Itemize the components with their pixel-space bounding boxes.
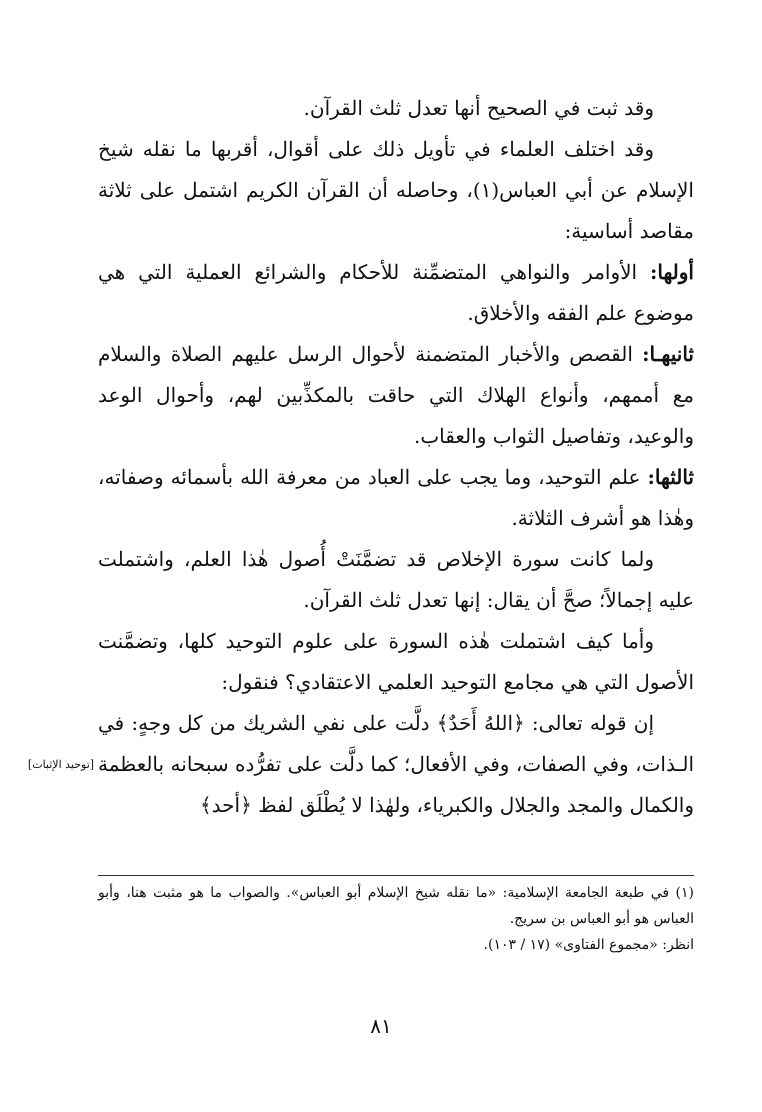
- paragraph-lead: ثالثها:: [647, 465, 694, 489]
- paragraph-text: إن قوله تعالى: ﴿اللهُ أَحَدٌ﴾ دلَّت على نفي الشريك من كل وجهٍ: في الـذات، وفي الصفات، وفي الأفعال؛ كما دلَّت على تفرُّده سبحانه بالعظمة والكمال والمجد والجلال والكبرياء، ولهٰذا لا يُطْلَق لفظ ﴿أحد﴾: [98, 711, 694, 817]
- paragraph-lead: ثانيهـا:: [642, 342, 694, 366]
- footnote-divider: [98, 875, 694, 876]
- paragraph-6: [98, 539, 694, 621]
- paragraph-7: [98, 621, 694, 703]
- paragraph-text: وقد ثبت في الصحيح أنها تعدل ثلث القرآن.: [303, 96, 654, 120]
- paragraph-lead: أولها:: [649, 260, 694, 284]
- paragraph-5: [98, 457, 694, 539]
- paragraph-text: القصص والأخبار المتضمنة لأحوال الرسل عليهم الصلاة والسلام مع أممهم، وأنواع الهلاك التي حاقت بالمكذِّبين لهم، وأحوال الوعد والوعيد، وتفاصيل الثواب والعقاب.: [98, 342, 694, 448]
- footnotes: [98, 880, 694, 958]
- footnote-2: انظر: «مجموع الفتاوى» (١٧ / ١٠٣).: [483, 937, 694, 953]
- main-text: [98, 88, 694, 826]
- margin-note: [توحيد الإثبات]: [27, 758, 95, 771]
- footnote-1: (١) في طبعة الجامعة الإسلامية: «ما نقله شيخ الإسلام أبو العباس». والصواب ما هو مثبت هنا، وأبو العباس هو أبو العباس بن سريج.: [98, 885, 694, 927]
- paragraph-text: الأوامر والنواهي المتضمِّنة للأحكام والشرائع العملية التي هي موضوع علم الفقه والأخلاق.: [98, 260, 694, 325]
- paragraph-4: [98, 334, 694, 457]
- paragraph-8: [98, 703, 694, 826]
- paragraph-1: [98, 88, 694, 129]
- paragraph-text: علم التوحيد، وما يجب على العباد من معرفة الله بأسمائه وصفاته، وهٰذا هو أشرف الثلاثة.: [98, 465, 694, 530]
- page-number: ٨١: [370, 1014, 392, 1038]
- paragraph-2: [98, 129, 694, 252]
- paragraph-text: وأما كيف اشتملت هٰذه السورة على علوم التوحيد كلها، وتضمَّنت الأصول التي هي مجامع التوحيد العلمي الاعتقادي؟ فنقول:: [98, 629, 694, 694]
- paragraph-3: [98, 252, 694, 334]
- paragraph-text: وقد اختلف العلماء في تأويل ذلك على أقوال، أقربها ما نقله شيخ الإسلام عن أبي العباس(١)، وحاصله أن القرآن الكريم اشتمل على ثلاثة مقاصد أساسية:: [98, 137, 694, 243]
- paragraph-text: ولما كانت سورة الإخلاص قد تضمَّنَتْ أُصول هٰذا العلم، واشتملت عليه إجمالاً؛ صحَّ أن يقال: إنها تعدل ثلث القرآن.: [98, 547, 694, 612]
